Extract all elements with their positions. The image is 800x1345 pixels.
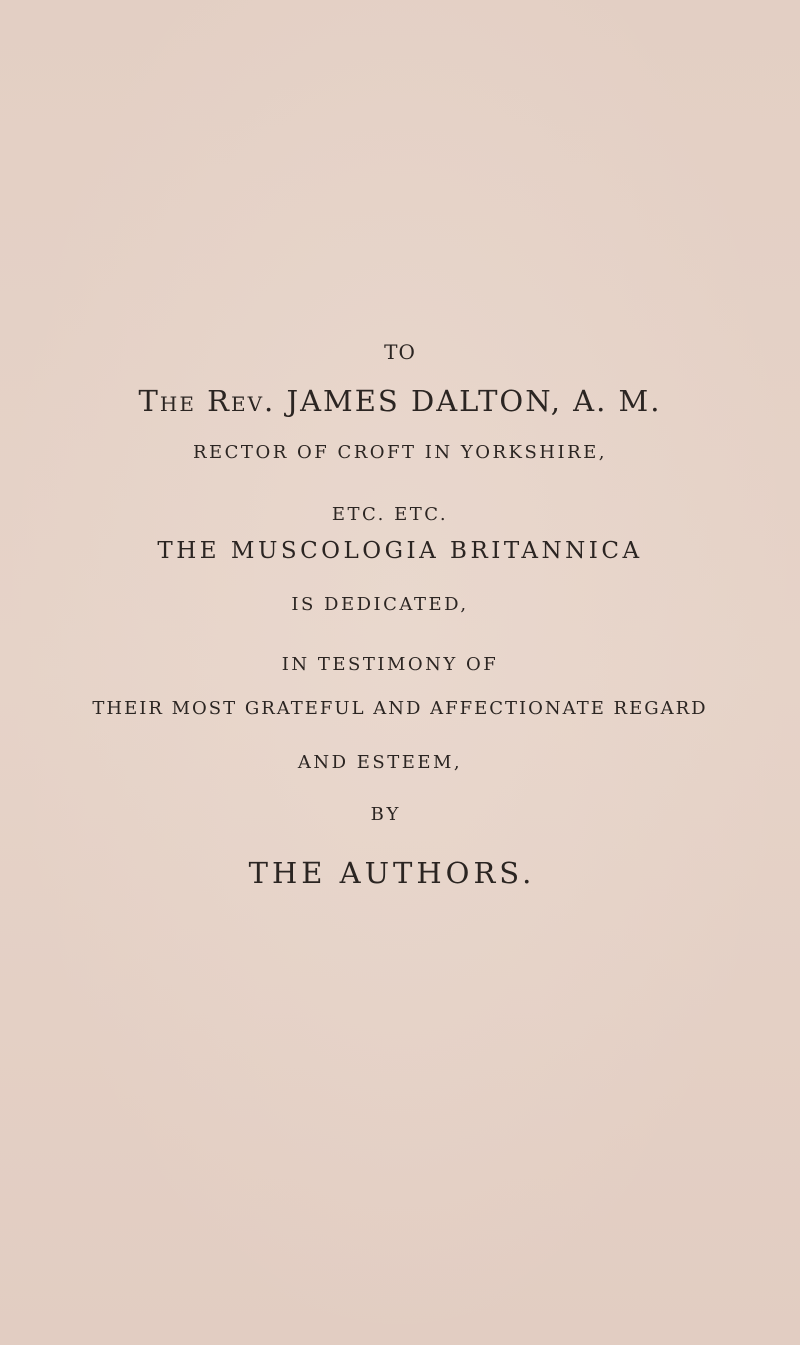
dedication-to: TO [384, 340, 416, 364]
by-line: BY [370, 804, 402, 825]
dedicatee-position: RECTOR OF CROFT IN YORKSHIRE, [192, 442, 608, 463]
testimony-line: IN TESTIMONY OF [281, 654, 499, 675]
etc-line: ETC. ETC. [331, 504, 449, 525]
work-title: THE MUSCOLOGIA BRITANNICA [157, 538, 643, 564]
dedicatee-title: The Rev. [138, 384, 276, 418]
regard-line: THEIR MOST GRATEFUL AND AFFECTIONATE REGARD [92, 698, 708, 719]
dedicatee-name: JAMES DALTON, A. M. [286, 384, 662, 418]
esteem-line: AND ESTEEM, [297, 752, 463, 773]
is-dedicated-line: IS DEDICATED, [291, 594, 469, 615]
authors-line: THE AUTHORS. [248, 856, 536, 890]
dedicatee-line [0, 384, 800, 418]
